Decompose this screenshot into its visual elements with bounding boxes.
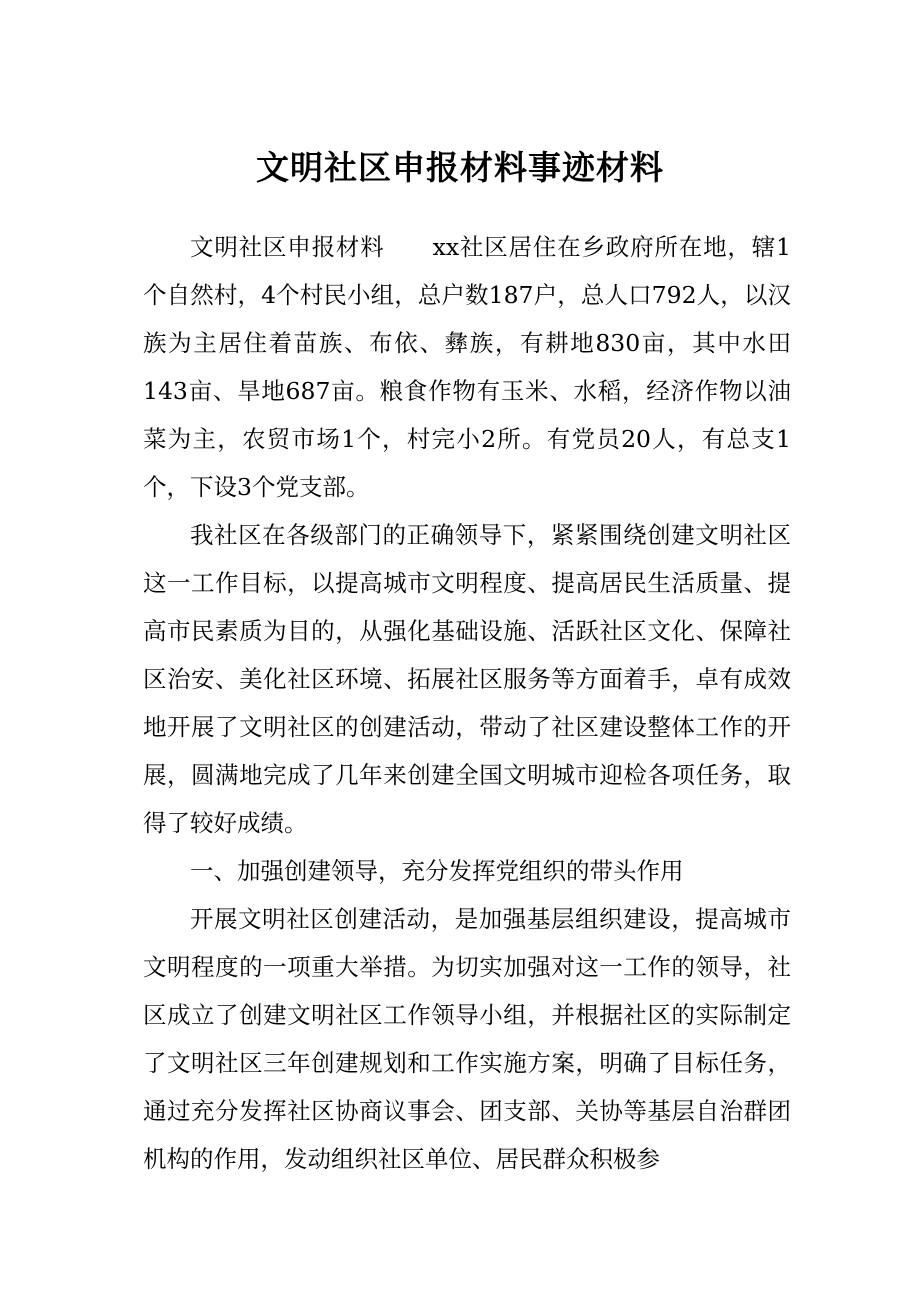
paragraph-section-one: 开展文明社区创建活动，是加强基层组织建设，提高城市文明程度的一项重大举措。为切实加强对这一工作的领导，社区成立了创建文明社区工作领导小组，并根据社区的实际制定了文明社区三年创建规划和工作实施方案，明确了目标任务，通过充分发挥社区协商议事会、团支部、关协等基层自治群团机构的作用，发动组织社区单位、居民群众积极参 (143, 905, 791, 1173)
paragraph-text: xx社区居住在乡政府所在地，辖1个自然村，4个村民小组，总户数187户，总人口792人，以汉族为主居住着苗族、布依、彝族，有耕地830亩，其中水田143亩、旱地687亩。粮食作物有玉米、水稻，经济作物以油菜为主，农贸市场1个，村完小2所。有党员20人，有总支1个，下设3个党支部。 (143, 233, 791, 501)
document-title: 文明社区申报材料事迹材料 (256, 148, 664, 187)
section-heading: 一、加强创建领导，充分发挥党组织的带头作用 (190, 857, 684, 885)
paragraph-lead: 文明社区申报材料 (190, 233, 385, 261)
paragraph-overview: 我社区在各级部门的正确领导下，紧紧围绕创建文明社区这一工作目标，以提高城市文明程度、提高居民生活质量、提高市民素质为目的，从强化基础设施、活跃社区文化、保障社区治安、美化社区环境、拓展社区服务等方面着手，卓有成效地开展了文明社区的创建活动，带动了社区建设整体工作的开展，圆满地完成了几年来创建全国文明城市迎检各项任务，取得了较好成绩。 (143, 521, 791, 837)
paragraph-intro (143, 223, 791, 511)
document-body (143, 223, 791, 1183)
